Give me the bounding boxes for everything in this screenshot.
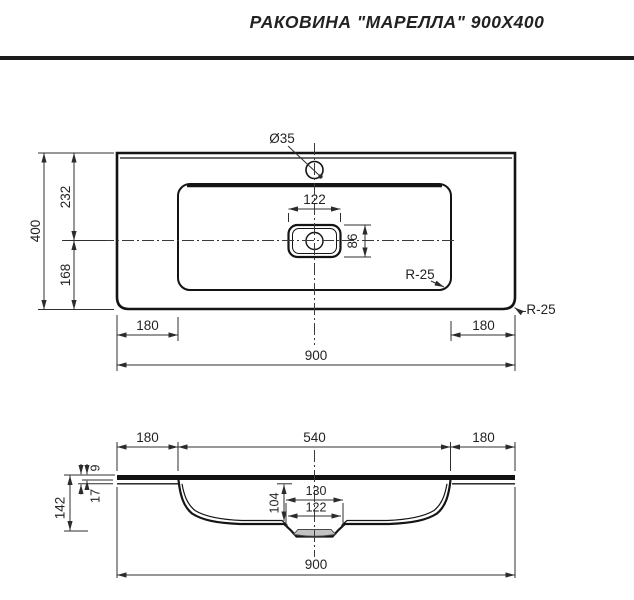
dim-faucet-dia: Ø35: [269, 131, 295, 146]
dim-rim-thickness: 9: [88, 464, 103, 472]
dim-seg-left: 180: [136, 430, 159, 445]
dim-outer-radius: R-25: [526, 302, 556, 317]
section-left-dimensions: [53, 464, 115, 531]
dim-inner-radius: R-25: [405, 267, 435, 282]
dim-seg-right: 180: [472, 430, 495, 445]
dim-edge-height: 17: [88, 489, 103, 503]
dim-drain-top-width: 130: [305, 484, 327, 498]
drawing-title: РАКОВИНА "МАРЕЛЛА" 900X400: [249, 12, 545, 32]
sink-outline: [117, 153, 515, 309]
dim-section-width-total: 900: [304, 557, 328, 572]
dim-depth-front: 168: [58, 263, 74, 287]
dim-drain-height: 86: [345, 233, 361, 249]
dim-offset-left: 180: [136, 318, 159, 333]
section-view-drawing: [53, 430, 515, 578]
plan-left-dimensions: [28, 153, 114, 310]
dim-seg-mid: 540: [303, 430, 326, 445]
dim-bowl-depth: 104: [267, 492, 282, 514]
dim-depth-back: 232: [58, 185, 74, 209]
dim-width-total: 900: [304, 348, 328, 363]
plan-bottom-dimensions: [117, 315, 515, 371]
dim-depth-total: 400: [28, 219, 44, 243]
dim-drain-bottom-width: 122: [305, 500, 327, 515]
section-slab: [117, 475, 515, 480]
dim-height-total: 142: [52, 496, 68, 520]
top-view-drawing: [28, 131, 556, 371]
dim-drain-width: 122: [303, 192, 326, 207]
section-top-dimensions: [117, 430, 515, 471]
dim-offset-right: 180: [472, 318, 495, 333]
